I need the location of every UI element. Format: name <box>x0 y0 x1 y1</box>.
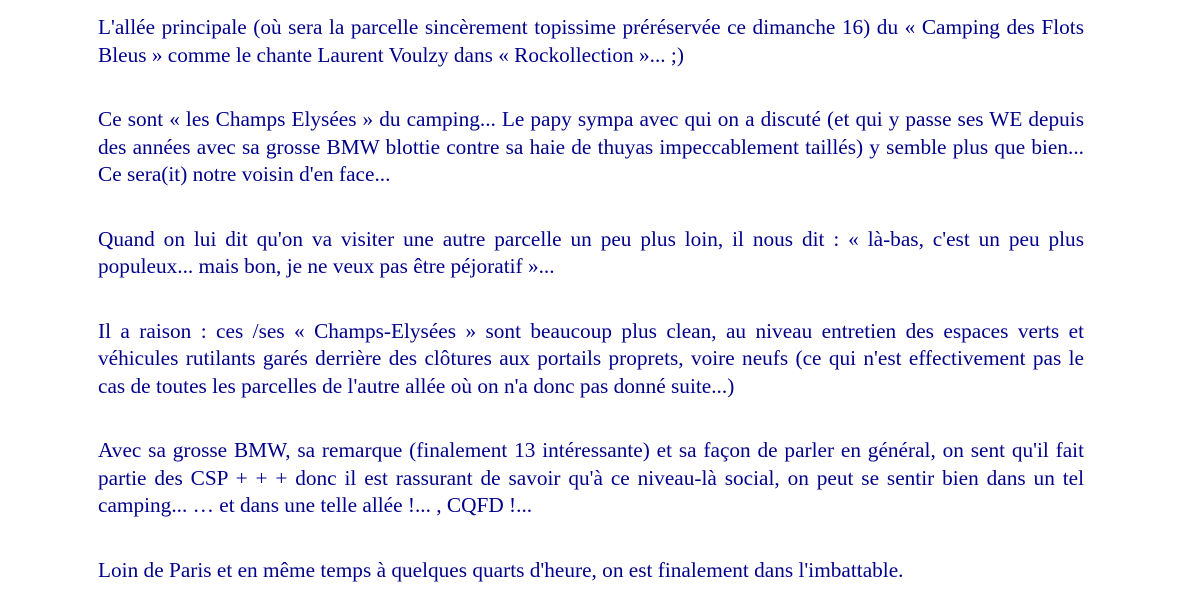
paragraph-6: Loin de Paris et en même temps à quelques quarts d'heure, on est finalement dans l'imbattable. <box>98 557 904 582</box>
paragraph-2: Ce sont « les Champs Elysées » du camping... Le papy sympa avec qui on a discuté (et qui y passe ses WE depuis des années avec sa grosse BMW blottie contre sa haie de thuyas impeccablement taillés) y semble plus que bien... Ce sera(it) notre voisin d'en face... <box>98 107 1084 186</box>
document-body <box>98 14 1084 584</box>
paragraph-1: L'allée principale (où sera la parcelle sincèrement topissime préréservée ce dimanche 16) du « Camping des Flots Bleus » comme le chante Laurent Voulzy dans « Rockollection »... ;) <box>98 15 1084 67</box>
paragraph-3: Quand on lui dit qu'on va visiter une autre parcelle un peu plus loin, il nous dit : « là-bas, c'est un peu plus populeux... mais bon, je ne veux pas être péjoratif »... <box>98 226 1084 278</box>
paragraph-5: Avec sa grosse BMW, sa remarque (finalement 13 intéressante) et sa façon de parler en général, on sent qu'il fait partie des CSP + + + donc il est rassurant de savoir qu'à ce niveau-là social, on peut se sentir bien dans un tel camping... … et dans une telle allée !... , CQFD !... <box>98 438 1084 517</box>
paragraph-4: Il a raison : ces /ses « Champs-Elysées » sont beaucoup plus clean, au niveau entretien des espaces verts et véhicules rutilants garés derrière des clôtures aux portails proprets, voire neufs (ce qui n'est effectivement pas le cas de toutes les parcelles de l'autre allée où on n'a donc pas donné suite...) <box>98 318 1084 398</box>
